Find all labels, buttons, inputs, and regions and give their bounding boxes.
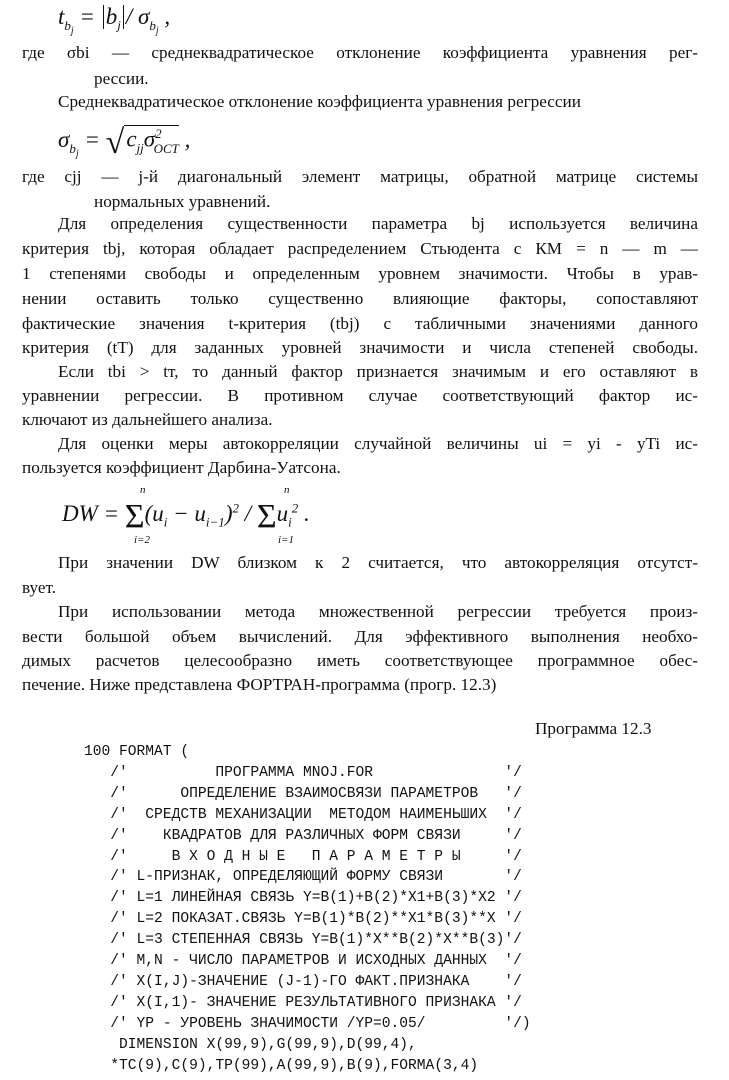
text-line: Для оценки меры автокорреляции случайной величины ui = yi - yTi ис- [58, 434, 698, 453]
code-line: /' X(I,J)-ЗНАЧЕНИЕ (J-1)-ГО ФАКТ.ПРИЗНАКА '/ [84, 973, 522, 990]
code-line: /' M,N - ЧИСЛО ПАРАМЕТРОВ И ИСХОДНЫХ ДАННЫХ '/ [84, 953, 522, 969]
code-line: /' YP - УРОВЕНЬ ЗНАЧИМОСТИ /YP=0.05/ '/) [84, 1015, 531, 1032]
text-line: нении оставить только существенно влияющие факторы, сопоставляют [22, 289, 698, 308]
text-line: ключают из дальнейшего анализа. [22, 410, 273, 429]
text-line: где cjj — j-й диагональный элемент матрицы, обратной матрице системы [22, 167, 698, 186]
sigma-formula: $\sigma_{b_j} = √c_{jj}\sigma^2_{ОСТ}$ , [58, 124, 191, 161]
code-line: *TC(9),C(9),TP(99),A(99,9),B(9),FORMA(3,4) [84, 1057, 479, 1074]
text-line: нормальных уравнений. [94, 192, 271, 211]
code-line: DIMENSION X(99,9),G(99,9),D(99,4), [84, 1036, 417, 1053]
text-line: вести большой объем вычислений. Для эффективного выполнения необхо- [22, 627, 698, 646]
code-line: 100 FORMAT ( [84, 744, 190, 760]
code-line: /' L=2 ПОКАЗАТ.СВЯЗЬ Y=B(1)*B(2)**X1*B(3)**X '/ [84, 911, 522, 928]
sum-lower-limit: i=2 [134, 534, 150, 546]
program-caption: Программа 12.3 [535, 719, 652, 738]
text-line: рессии. [94, 69, 149, 88]
sum-lower-limit: i=1 [278, 534, 294, 546]
code-line: /' ПРОГРАММА MNOJ.FOR '/ [84, 764, 522, 781]
text-line: 1 степенями свободы и определенным уровнем значимости. Чтобы в урав- [22, 264, 698, 283]
text-line: При использовании метода множественной регрессии требуется произ- [58, 602, 698, 621]
text-line: пользуется коэффициент Дарбина-Уатсона. [22, 458, 341, 477]
sum-upper-limit: n [284, 484, 290, 496]
text-line: фактические значения t-критерия (tbj) с табличными значениями данного [22, 314, 698, 333]
code-line: /' L=1 ЛИНЕЙНАЯ СВЯЗЬ Y=B(1)+B(2)*X1+B(3)*X2 '/ [84, 890, 522, 907]
text-line: Для определения существенности параметра bj используется величина [58, 214, 698, 233]
text-line: где σbi — среднеквадратическое отклонение коэффициента уравнения рег- [22, 43, 698, 62]
t-statistic-formula: $t_{b_j} = b_j / \sigma_{b_j}$ , [58, 4, 171, 37]
text-line: Среднеквадратическое отклонение коэффициента уравнения регрессии [58, 92, 581, 111]
code-line: /' L=3 СТЕПЕННАЯ СВЯЗЬ Y=B(1)*X**B(2)*X**B(3)'/ [84, 932, 522, 949]
text-line: вует. [22, 578, 57, 597]
text-line: Если tbi > tт, то данный фактор признается значимым и его оставляют в [58, 362, 698, 381]
durbin-watson-formula: DW = $\Sigma(u_i - u_{i-1})^2 / \Sigma u_i^2$ . [62, 498, 310, 535]
code-line: /' СРЕДСТВ МЕХАНИЗАЦИИ МЕТОДОМ НАИМЕНЬШИХ '/ [84, 806, 522, 823]
text-line: критерия (tT) для заданных уровней значимости и числа степеней свободы. [22, 338, 698, 357]
code-line: /' L-ПРИЗНАК, ОПРЕДЕЛЯЮЩИЙ ФОРМУ СВЯЗИ '/ [84, 869, 522, 886]
code-line: /' X(I,1)- ЗНАЧЕНИЕ РЕЗУЛЬТАТИВНОГО ПРИЗНАКА '/ [84, 994, 522, 1011]
code-line: /' ОПРЕДЕЛЕНИЕ ВЗАИМОСВЯЗИ ПАРАМЕТРОВ '/ [84, 785, 522, 802]
text-line: При значении DW близком к 2 считается, что автокорреляция отсутст- [58, 553, 698, 572]
sum-upper-limit: n [140, 484, 146, 496]
text-line: печение. Ниже представлена ФОРТРАН-программа (прогр. 12.3) [22, 675, 497, 694]
text-line: уравнении регрессии. В противном случае соответствующий фактор ис- [22, 386, 698, 405]
code-line: /' В Х О Д Н Ы Е П А Р А М Е Т Р Ы '/ [84, 848, 522, 865]
text-line: критерия tbj, которая обладает распределением Стьюдента с КМ = n — m — [22, 239, 698, 258]
text-line: димых расчетов целесообразно иметь соответствующее программное обес- [22, 651, 698, 670]
code-line: /' КВАДРАТОВ ДЛЯ РАЗЛИЧНЫХ ФОРМ СВЯЗИ '/ [84, 827, 522, 844]
